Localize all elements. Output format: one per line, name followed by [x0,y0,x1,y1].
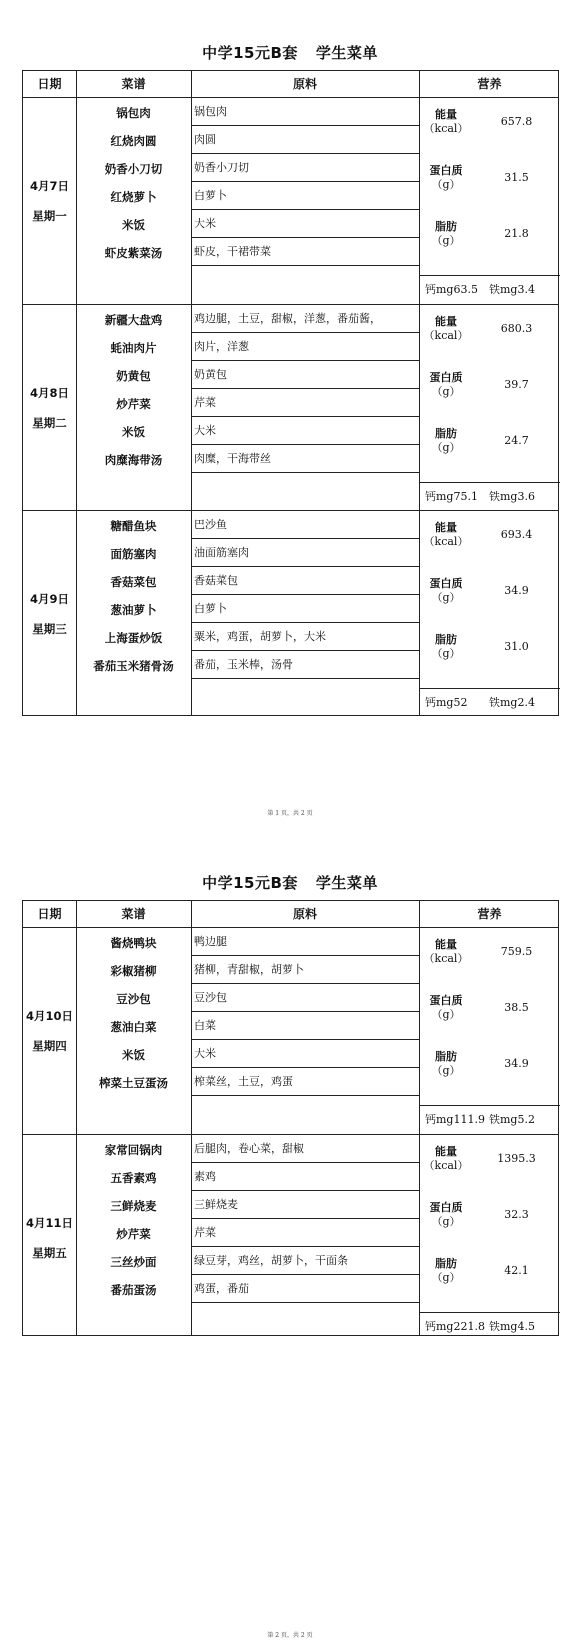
ingredient-text: 奶黄包 [194,368,227,381]
iron-value: 铁mg3.4 [489,283,535,296]
column-header-ingredients: 原料 [292,907,317,921]
dish-name: 米饭 [122,425,145,439]
dish-name: 豆沙包 [116,992,151,1006]
nutrient-name: 能量 [435,1145,457,1158]
ingredient-row [191,511,419,539]
ingredient-text: 绿豆芽，鸡丝，胡萝卜，干面条 [194,1254,348,1267]
nutrient-value-energy: 759.5 [500,945,533,958]
nutrient-value-energy: 680.3 [500,322,533,335]
nutrient-name: 蛋白质 [429,577,463,590]
nutrient-unit: （kcal） [423,329,469,342]
nutrient-name: 蛋白质 [429,164,463,177]
date-text: 4月11日 [25,1216,73,1230]
nutrient-label-fat [419,1050,473,1078]
nutrient-label-fat [419,220,473,248]
ingredient-text: 粟米，鸡蛋，胡萝卜，大米 [194,630,326,643]
ingredient-row [191,417,419,445]
dish-name: 家常回锅肉 [104,1143,163,1157]
ingredient-row [191,651,419,679]
day-block [23,928,558,1134]
table-header [23,901,558,928]
nutrient-value-protein: 34.9 [504,584,529,597]
mineral-row [419,482,560,511]
ingredient-row [191,567,419,595]
nutrient-name: 脂肪 [435,1257,457,1270]
nutrient-unit: （g） [431,234,461,247]
ingredient-text: 番茄，玉米棒，汤骨 [194,658,293,671]
nutrient-unit: （g） [431,441,461,454]
dish-name: 三丝炒面 [110,1255,157,1269]
dish-name: 肉糜海带汤 [104,453,163,467]
nutrient-label-protein [419,1201,473,1229]
menu-table [22,70,559,716]
nutrient-label-energy [419,1145,473,1173]
ingredient-text: 肉糜，干海带丝 [194,452,271,465]
calcium-value: 钙mg75.1 [425,490,478,503]
ingredient-row [191,98,419,126]
ingredient-row [191,1096,419,1134]
date-text: 4月9日 [29,592,69,606]
dish-name: 上海蛋炒饭 [104,631,163,645]
dish-name: 新疆大盘鸡 [104,313,163,327]
ingredient-text: 白萝卜 [194,189,227,202]
nutrient-name: 脂肪 [435,427,457,440]
ingredient-row [191,1012,419,1040]
dish-name: 五香素鸡 [110,1171,157,1185]
ingredient-row [191,389,419,417]
ingredient-text: 猪柳，青甜椒，胡萝卜 [194,963,304,976]
ingredient-text: 白萝卜 [194,602,227,615]
nutrient-label-protein [419,371,473,399]
date-cell [23,378,76,438]
ingredient-text: 芹菜 [194,1226,216,1239]
weekday-text: 星期四 [32,1039,67,1053]
date-text: 4月8日 [29,386,69,400]
nutrient-name: 能量 [435,108,457,121]
nutrient-unit: （g） [431,1215,461,1228]
nutrient-unit: （g） [431,178,461,191]
nutrient-unit: （g） [431,385,461,398]
dish-name: 糖醋鱼块 [110,519,157,533]
ingredient-text: 锅包肉 [194,105,227,118]
nutrient-value-energy: 657.8 [500,115,533,128]
ingredient-text: 鸭边腿 [194,935,227,948]
ingredient-row [191,1068,419,1096]
dish-name: 米饭 [122,218,145,232]
ingredient-row [191,1275,419,1303]
ingredient-row [191,238,419,266]
dish-name: 三鲜烧麦 [110,1199,157,1213]
nutrient-unit: （g） [431,1064,461,1077]
dish-name: 榨菜土豆蛋汤 [99,1076,168,1090]
ingredient-text: 巴沙鱼 [194,518,227,531]
dish-name: 蚝油肉片 [110,341,157,355]
ingredient-row [191,595,419,623]
weekday-text: 星期一 [32,209,67,223]
day-block [23,1134,558,1340]
day-block [23,304,558,510]
ingredient-text: 肉片，洋葱 [194,340,249,353]
dish-name: 葱油萝卜 [110,603,157,617]
dish-name: 奶黄包 [116,369,151,383]
nutrient-label-energy [419,315,473,343]
page-title [0,872,580,893]
nutrient-value-protein: 32.3 [504,1208,529,1221]
nutrient-unit: （kcal） [423,535,469,548]
ingredient-text: 大米 [194,1047,216,1060]
nutrient-name: 能量 [435,521,457,534]
dish-name: 虾皮紫菜汤 [104,246,163,260]
ingredient-row [191,1247,419,1275]
nutrient-name: 脂肪 [435,220,457,233]
page-footer: 第 2 页，共 2 页 [267,1632,313,1639]
iron-value: 铁mg4.5 [489,1320,535,1333]
dish-name: 面筋塞肉 [110,547,157,561]
nutrition-cell [419,511,560,717]
nutrient-label-protein [419,577,473,605]
ingredient-text: 大米 [194,424,216,437]
ingredient-row [191,1303,419,1341]
calcium-value: 钙mg221.8 [425,1320,485,1333]
date-cell [23,584,76,644]
ingredient-row [191,333,419,361]
calcium-value: 钙mg111.9 [425,1113,485,1126]
ingredient-row [191,928,419,956]
column-header-date: 日期 [37,907,62,921]
nutrient-label-protein [419,164,473,192]
weekday-text: 星期五 [32,1246,67,1260]
dish-name: 番茄蛋汤 [110,1283,157,1297]
dish-name: 炒芹菜 [116,397,151,411]
iron-value: 铁mg2.4 [489,696,535,709]
nutrient-name: 蛋白质 [429,1201,463,1214]
column-header-nutrition: 营养 [477,907,502,921]
column-header-dish: 菜谱 [121,907,146,921]
menu-table [22,900,559,1336]
ingredient-row [191,154,419,182]
title-sub: 学生菜单 [315,44,378,62]
day-block [23,98,558,304]
nutrient-label-energy [419,938,473,966]
ingredient-row [191,1219,419,1247]
ingredient-text: 芹菜 [194,396,216,409]
page-title [0,42,580,63]
nutrient-unit: （kcal） [423,952,469,965]
calcium-value: 钙mg63.5 [425,283,478,296]
nutrient-name: 脂肪 [435,1050,457,1063]
ingredient-row [191,361,419,389]
dish-name: 酱烧鸭块 [110,936,157,950]
dish-name: 红烧肉圆 [110,134,157,148]
column-header-date: 日期 [37,77,62,91]
ingredient-text: 后腿肉，卷心菜，甜椒 [194,1142,304,1155]
nutrient-unit: （g） [431,591,461,604]
nutrient-label-fat [419,1257,473,1285]
date-cell [23,1001,76,1061]
iron-value: 铁mg5.2 [489,1113,535,1126]
ingredient-row [191,679,419,717]
table-header [23,71,558,98]
ingredient-row [191,1163,419,1191]
ingredient-text: 鸡边腿，土豆，甜椒，洋葱，番茄酱， [194,312,381,325]
nutrient-name: 能量 [435,315,457,328]
ingredient-row [191,305,419,333]
ingredient-row [191,956,419,984]
ingredient-row [191,126,419,154]
calcium-value: 钙mg52 [425,696,468,709]
nutrient-label-fat [419,633,473,661]
ingredient-row [191,984,419,1012]
dish-name: 葱油白菜 [110,1020,157,1034]
dish-name: 炒芹菜 [116,1227,151,1241]
ingredient-text: 肉圆 [194,133,216,146]
mineral-row [419,1312,560,1341]
ingredient-row [191,182,419,210]
dish-name: 锅包肉 [116,106,151,120]
nutrient-value-fat: 42.1 [504,1264,529,1277]
nutrient-unit: （g） [431,1271,461,1284]
ingredient-row [191,623,419,651]
nutrient-value-fat: 31.0 [504,640,529,653]
nutrient-name: 脂肪 [435,633,457,646]
nutrient-value-protein: 31.5 [504,171,529,184]
ingredient-row [191,539,419,567]
nutrient-label-energy [419,521,473,549]
nutrient-value-energy: 693.4 [500,528,533,541]
dish-name: 奶香小刀切 [104,162,163,176]
nutrition-cell [419,1135,560,1341]
title-main: 中学15元B套 [202,44,298,62]
title-sub: 学生菜单 [315,874,378,892]
mineral-row [419,275,560,304]
nutrient-value-fat: 24.7 [504,434,529,447]
day-block [23,510,558,716]
mineral-row [419,688,560,717]
ingredient-text: 鸡蛋，番茄 [194,1282,249,1295]
ingredient-text: 油面筋塞肉 [194,546,249,559]
ingredient-text: 香菇菜包 [194,574,238,587]
nutrient-label-energy [419,108,473,136]
dish-name: 番茄玉米猪骨汤 [93,659,174,673]
ingredient-text: 奶香小刀切 [194,161,249,174]
dish-name: 彩椒猪柳 [110,964,157,978]
ingredient-text: 虾皮，干裙带菜 [194,245,271,258]
date-cell [23,1208,76,1268]
nutrient-value-energy: 1395.3 [497,1152,536,1165]
title-main: 中学15元B套 [202,874,298,892]
nutrient-unit: （g） [431,1008,461,1021]
nutrient-label-fat [419,427,473,455]
dish-name: 红烧萝卜 [110,190,157,204]
nutrient-name: 蛋白质 [429,994,463,1007]
nutrition-cell [419,98,560,304]
nutrient-name: 蛋白质 [429,371,463,384]
weekday-text: 星期二 [32,416,67,430]
date-text: 4月10日 [25,1009,73,1023]
ingredient-text: 三鲜烧麦 [194,1198,238,1211]
nutrition-cell [419,305,560,511]
nutrient-value-fat: 34.9 [504,1057,529,1070]
ingredient-text: 白菜 [194,1019,216,1032]
nutrient-unit: （g） [431,647,461,660]
mineral-row [419,1105,560,1134]
ingredient-text: 榨菜丝，土豆，鸡蛋 [194,1075,293,1088]
ingredient-row [191,266,419,304]
nutrient-value-protein: 38.5 [504,1001,529,1014]
dish-name: 米饭 [122,1048,145,1062]
nutrient-label-protein [419,994,473,1022]
ingredient-text: 大米 [194,217,216,230]
column-header-nutrition: 营养 [477,77,502,91]
nutrition-cell [419,928,560,1134]
column-header-dish: 菜谱 [121,77,146,91]
dish-name: 香菇菜包 [110,575,157,589]
ingredient-row [191,1191,419,1219]
ingredient-row [191,210,419,238]
page-footer: 第 1 页，共 2 页 [267,810,313,817]
nutrient-value-fat: 21.8 [504,227,529,240]
date-text: 4月7日 [29,179,69,193]
nutrient-value-protein: 39.7 [504,378,529,391]
column-header-ingredients: 原料 [292,77,317,91]
weekday-text: 星期三 [32,622,67,636]
nutrient-unit: （kcal） [423,1159,469,1172]
nutrient-unit: （kcal） [423,122,469,135]
ingredient-row [191,1040,419,1068]
nutrient-name: 能量 [435,938,457,951]
iron-value: 铁mg3.6 [489,490,535,503]
ingredient-text: 素鸡 [194,1170,216,1183]
ingredient-row [191,1135,419,1163]
date-cell [23,171,76,231]
ingredient-row [191,445,419,473]
ingredient-row [191,473,419,511]
ingredient-text: 豆沙包 [194,991,227,1004]
